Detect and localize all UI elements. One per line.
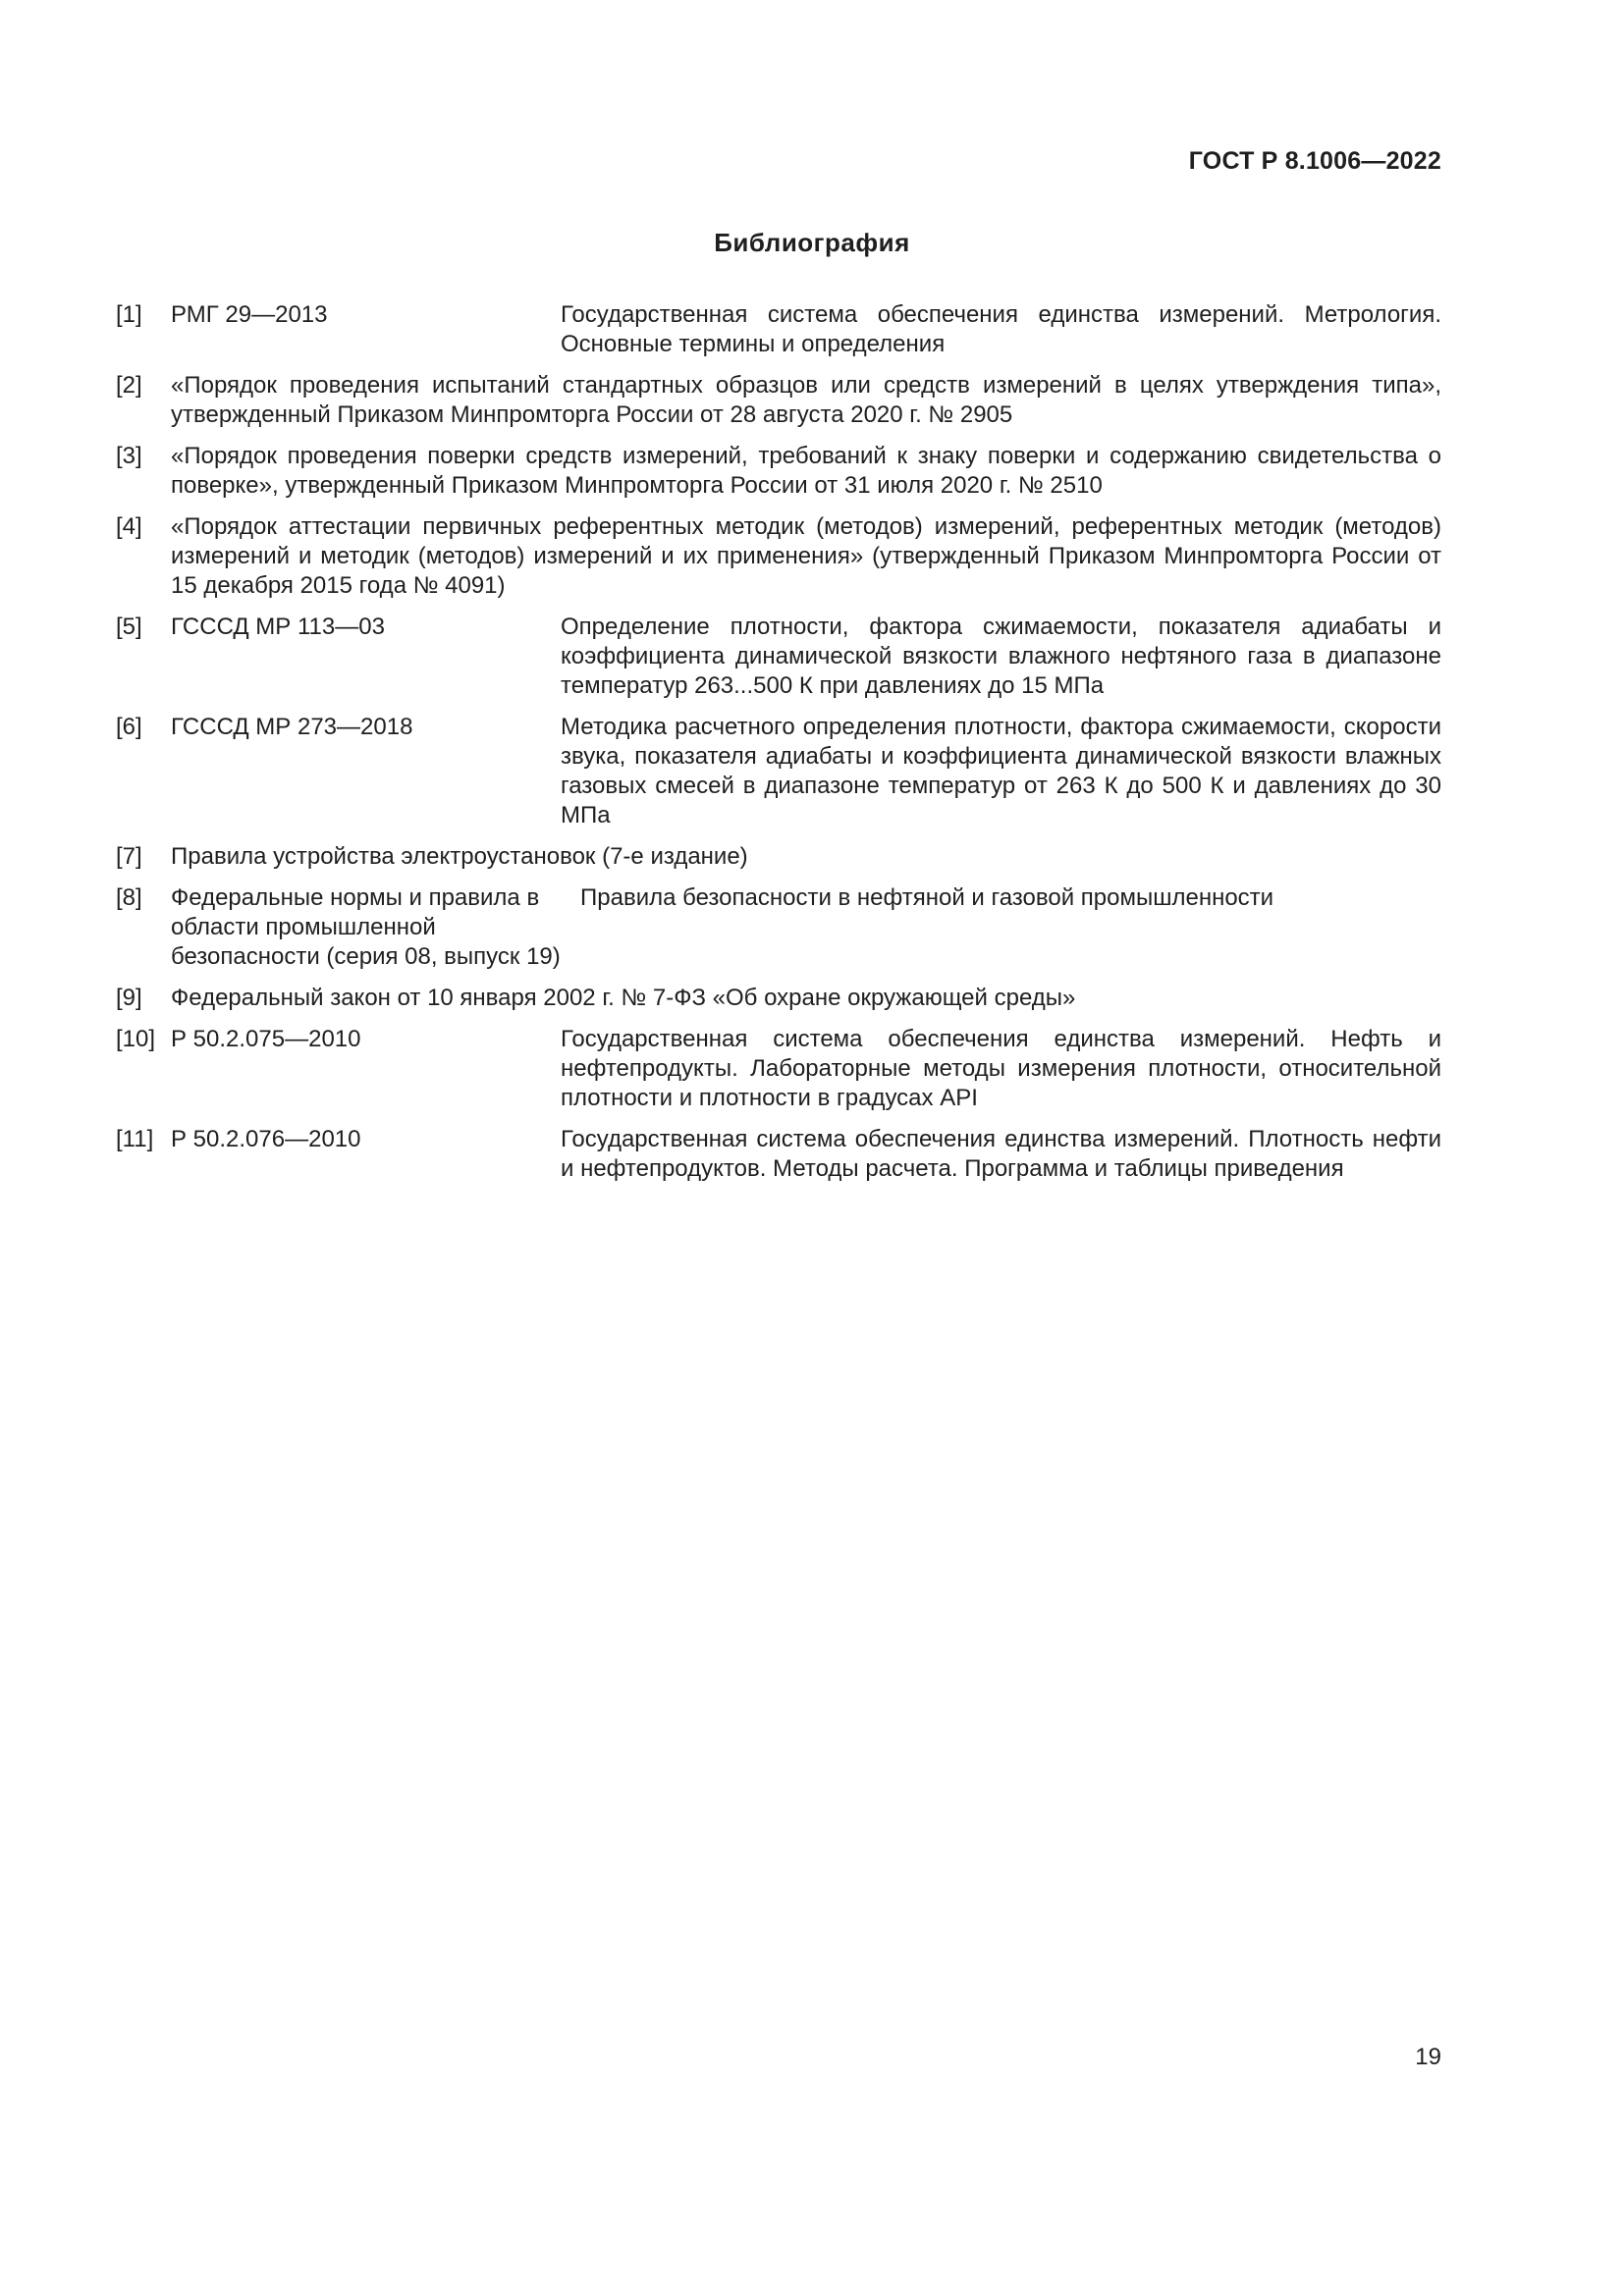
- entry-number: [8]: [116, 884, 142, 911]
- bibliography-entry: [116, 713, 1441, 830]
- entry-text: «Порядок проведения испытаний стандартных образцов или средств измерений в целях утверждения типа», утвержденный Приказом Минпромторга России от 28 августа 2020 г. № 2905: [171, 372, 1441, 428]
- entry-number: [4]: [116, 513, 142, 540]
- entry-description: Государственная система обеспечения единства измерений. Нефть и нефтепродукты. Лабораторные методы измерения плотности, относительной плотности и плотности в градусах API: [561, 1026, 1441, 1111]
- entry-code: Р 50.2.075—2010: [171, 1026, 361, 1052]
- entry-text: Федеральный закон от 10 января 2002 г. № 7-ФЗ «Об охране окружающей среды»: [171, 985, 1076, 1011]
- entry-number: [11]: [116, 1126, 154, 1152]
- entry-number: [6]: [116, 714, 142, 740]
- bibliography-entry: [116, 1125, 1441, 1184]
- entry-number: [1]: [116, 301, 142, 328]
- entry-code: РМГ 29—2013: [171, 301, 328, 328]
- entry-code: Р 50.2.076—2010: [171, 1126, 361, 1152]
- entry-number: [10]: [116, 1026, 156, 1052]
- bibliography-entry: [116, 1025, 1441, 1113]
- entry-code: ГСССД МР 273—2018: [171, 714, 413, 740]
- bibliography-entry: [116, 984, 1441, 1013]
- bibliography-entry: [116, 842, 1441, 872]
- entry-number: [3]: [116, 443, 142, 469]
- entry-description: Определение плотности, фактора сжимаемости, показателя адиабаты и коэффициента динамической вязкости влажного нефтяного газа в диапазоне температур 263...500 К при давлениях до 15 МПа: [561, 614, 1441, 699]
- document-code: ГОСТ Р 8.1006—2022: [1188, 147, 1441, 175]
- bibliography-entry: [116, 883, 1441, 972]
- entry-number: [9]: [116, 985, 142, 1011]
- entry-text: Правила устройства электроустановок (7-е издание): [171, 843, 748, 870]
- entry-code: Федеральные нормы и правила в области промышленной безопасности (серия 08, выпуск 19): [171, 884, 561, 970]
- page-number: 19: [1415, 2044, 1441, 2070]
- bibliography-entry: [116, 371, 1441, 430]
- entry-description: Государственная система обеспечения единства измерений. Метрология. Основные термины и определения: [561, 301, 1441, 357]
- entry-description: Государственная система обеспечения единства измерений. Плотность нефти и нефтепродуктов. Методы расчета. Программа и таблицы приведения: [561, 1126, 1441, 1182]
- entry-code: ГСССД МР 113—03: [171, 614, 385, 640]
- bibliography-entry: [116, 613, 1441, 701]
- entry-text: «Порядок аттестации первичных референтных методик (методов) измерений, референтных методик (методов) измерений и методик (методов) измерений и их применения» (утвержденный Приказом Минпромторга России от 15 декабря 2015 года № 4091): [171, 513, 1441, 599]
- entry-number: [7]: [116, 843, 142, 870]
- entry-description: Методика расчетного определения плотности, фактора сжимаемости, скорости звука, показателя адиабаты и коэффициента динамической вязкости влажных газовых смесей в диапазоне температур от 263 К до 500 К и давлениях до 30 МПа: [561, 714, 1441, 828]
- bibliography-list: [116, 300, 1441, 1196]
- entry-text: «Порядок проведения поверки средств измерений, требований к знаку поверки и содержанию свидетельства о поверке», утвержденный Приказом Минпромторга России от 31 июля 2020 г. № 2510: [171, 443, 1441, 499]
- entry-number: [5]: [116, 614, 142, 640]
- bibliography-entry: [116, 442, 1441, 501]
- bibliography-entry: [116, 300, 1441, 359]
- entry-description: Правила безопасности в нефтяной и газовой промышленности: [580, 884, 1274, 911]
- entry-number: [2]: [116, 372, 142, 399]
- page-title: Библиография: [714, 228, 910, 257]
- bibliography-entry: [116, 512, 1441, 601]
